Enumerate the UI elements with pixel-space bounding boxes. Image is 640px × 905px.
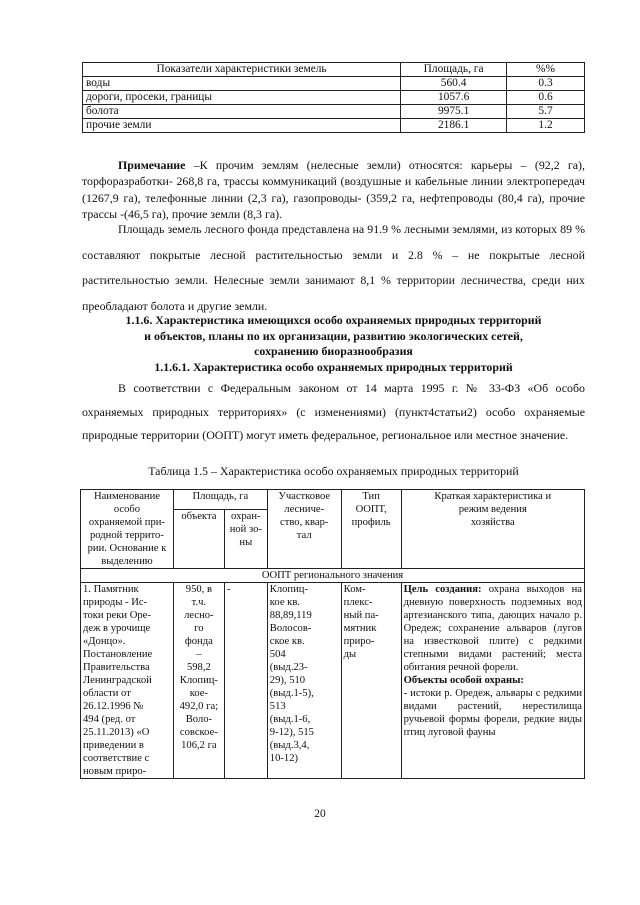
- table-header-row: [83, 63, 585, 77]
- header-description: Краткая характеристика и режим ведения хозяйства: [401, 490, 584, 569]
- table-caption: Таблица 1.5 – Характеристика особо охраняемых природных территорий: [148, 464, 519, 478]
- goal-label: Цель создания:: [403, 584, 482, 595]
- header-area-zone: охран- ной зо- ны: [224, 510, 267, 569]
- objects-label: Объекты особой охраны:: [403, 675, 524, 686]
- note-paragraph: [82, 157, 585, 222]
- row-label: болота: [83, 105, 401, 119]
- heading-line: и объектов, планы по их организации, развитию экологических сетей,: [144, 328, 523, 343]
- cell-description: [401, 583, 584, 779]
- header-area: Площадь, га: [173, 490, 267, 510]
- table-row: [83, 105, 585, 119]
- table-row: [83, 119, 585, 133]
- row-label: дороги, просеки, границы: [83, 91, 401, 105]
- row-percent: 5.7: [507, 105, 585, 119]
- oopt-table: [80, 489, 585, 779]
- section-label: ООПТ регионального значения: [81, 569, 585, 583]
- row-percent: 0.6: [507, 91, 585, 105]
- section-heading: [82, 313, 585, 375]
- row-label: прочие земли: [83, 119, 401, 133]
- row-area: 560.4: [401, 77, 507, 91]
- cell-name: 1. Памятник природы - Ис- токи реки Оре- деж в урочище «Донцо». Постановление Правительства Ленинградской области от 26.12.1996 № 494 (ред. от 25.11.2013) «О приведении в соответствие с новым приро-: [81, 583, 174, 779]
- header-district: Участковое лесниче- ство, квар- тал: [267, 490, 341, 569]
- cell-area-object: 950, в т.ч. лесно- го фонда – 598,2 Клопиц- кое- 492,0 га; Воло- совское- 106,2 га: [173, 583, 224, 779]
- row-percent: 0.3: [507, 77, 585, 91]
- note-label: Примечание: [118, 158, 186, 172]
- table-row: [81, 583, 585, 779]
- row-area: 9975.1: [401, 105, 507, 119]
- objects-text: - истоки р. Оредеж, альвары с редкими видами растений, нерестилища ручьевой формы форели, редкие виды птиц луговой фауны: [403, 688, 582, 738]
- law-paragraph: В соответствии с Федеральным законом от 14 марта 1995 г. № 33-ФЗ «Об особо охраняемых природных территориях» (с изменениями) (пункт4статьи2) особо охраняемые природные территории (ООПТ) могут иметь федеральное, региональное или местное значение.: [82, 381, 585, 443]
- table-row: [83, 77, 585, 91]
- note-text: –К прочим землям (нелесные земли) относятся: карьеры – (92,2 га), торфоразработки- 268,8 га, трассы коммуникаций (воздушные и кабельные линии электропередач (1267,9 га), телефонные линии (2,3 га), газопроводы- (359,2 га, нефтепроводы (80,4 га), прочие трассы -(46,5 га), прочие земли (8,3 га).: [82, 158, 585, 221]
- heading-line: 1.1.6. Характеристика имеющихся особо охраняемых природных территорий: [125, 313, 542, 327]
- row-area: 2186.1: [401, 119, 507, 133]
- header-indicator: Показатели характеристики земель: [83, 63, 401, 77]
- heading-line: сохранению биоразнообразия: [254, 344, 413, 358]
- land-indicators-table: [82, 62, 585, 133]
- header-type: Тип ООПТ, профиль: [341, 490, 401, 569]
- row-area: 1057.6: [401, 91, 507, 105]
- cell-district: Клопиц- кое кв. 88,89,119 Волосов- ское кв. 504 (выд.23- 29), 510 (выд.1-5), 513 (выд.1-6, 9-12), 515 (выд.3,4, 10-12): [267, 583, 341, 779]
- row-percent: 1.2: [507, 119, 585, 133]
- cell-type: Ком- плекс- ный па- мятник приро- ды: [341, 583, 401, 779]
- goal-text: Цель создания: охрана выходов на дневную поверхность подземных вод артезианского типа, дающих начало р. Оредеж; сохранение альваров (лугов на известковой плите) с редкими степными видами растений; места обитания речной форели.: [403, 584, 582, 673]
- header-area-object: объекта: [173, 510, 224, 569]
- table-row: [83, 91, 585, 105]
- header-area: Площадь, га: [401, 63, 507, 77]
- page-number: 20: [314, 808, 326, 820]
- subsection-heading: 1.1.6.1. Характеристика особо охраняемых природных территорий: [154, 359, 513, 374]
- header-percent: %%: [507, 63, 585, 77]
- header-name: Наименование особо охраняемой при- родной террито- рии. Основание к выделению: [81, 490, 174, 569]
- section-row: [81, 569, 585, 583]
- row-label: воды: [83, 77, 401, 91]
- area-paragraph: Площадь земель лесного фонда представлена на 91.9 % лесными землями, из которых 89 % составляют покрытые лесной растительностью земли и 2.8 % – не покрытые лесной растительностью земли. Нелесные земли занимают 8,1 % территории лесничества, среди них преобладают болота и другие земли.: [82, 222, 585, 313]
- cell-area-zone: -: [224, 583, 267, 779]
- oopt-header-row: [81, 490, 585, 510]
